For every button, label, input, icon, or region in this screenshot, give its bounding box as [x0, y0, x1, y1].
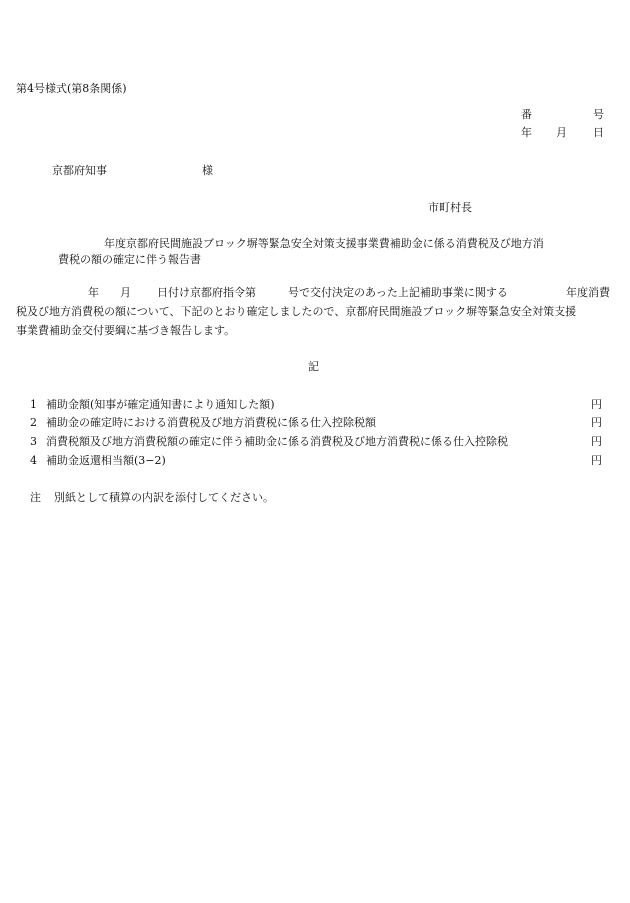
- date-month-label: 月: [556, 126, 567, 139]
- reference-ban-label: 番: [521, 108, 532, 121]
- date-day-label: 日: [593, 126, 604, 139]
- item-number: 2: [30, 416, 37, 429]
- item-unit: 円: [591, 398, 602, 411]
- item-unit: 円: [591, 454, 602, 467]
- item-number: 3: [30, 435, 37, 448]
- item-unit: 円: [591, 416, 602, 429]
- reference-go-label: 号: [593, 108, 604, 121]
- item-unit: 円: [591, 435, 602, 448]
- date-year-label: 年: [521, 126, 532, 139]
- item-label: 消費税額及び地方消費税額の確定に伴う補助金に係る消費税及び地方消費税に係る仕入控除税: [46, 435, 508, 448]
- body-year-label: 年: [88, 286, 99, 299]
- report-title-line-1: 年度京都府民間施設ブロック塀等緊急安全対策支援事業費補助金に係る消費税及び地方消: [104, 237, 544, 250]
- report-title-line-2: 費税の額の確定に伴う報告書: [58, 253, 201, 266]
- list-item: [30, 454, 602, 468]
- ki-heading: 記: [308, 360, 319, 373]
- body-line-3: 事業費補助金交付要綱に基づき報告します。: [16, 324, 236, 337]
- addressee-name: 京都府知事: [52, 164, 107, 177]
- item-label: 補助金返還相当額(3−2): [46, 454, 166, 467]
- note-label: 注: [30, 491, 41, 504]
- list-item: [30, 416, 602, 430]
- list-item: [30, 398, 602, 412]
- body-fiscal-year-text: 年度消費: [566, 286, 610, 299]
- body-line-2: 税及び地方消費税の額について、下記のとおり確定しましたので、京都府民間施設ブロック塀等緊急安全対策支援: [16, 305, 577, 318]
- item-number: 1: [30, 398, 37, 411]
- body-decision-text: 号で交付決定のあった上記補助事業に関する: [288, 286, 508, 299]
- addressee-honorific: 様: [202, 164, 213, 177]
- sender-title: 市町村長: [428, 201, 472, 214]
- form-number: 第4号様式(第8条関係): [16, 82, 127, 95]
- item-label: 補助金額(知事が確定通知書により通知した額): [46, 398, 275, 411]
- body-line-1: [16, 286, 614, 300]
- note-text: 別紙として積算の内訳を添付してください。: [54, 491, 274, 504]
- list-item: [30, 435, 602, 449]
- body-month-label: 月: [120, 286, 131, 299]
- item-number: 4: [30, 454, 37, 467]
- item-label: 補助金の確定時における消費税及び地方消費税に係る仕入控除税額: [46, 416, 376, 429]
- body-directive-text: 日付け京都府指令第: [157, 286, 256, 299]
